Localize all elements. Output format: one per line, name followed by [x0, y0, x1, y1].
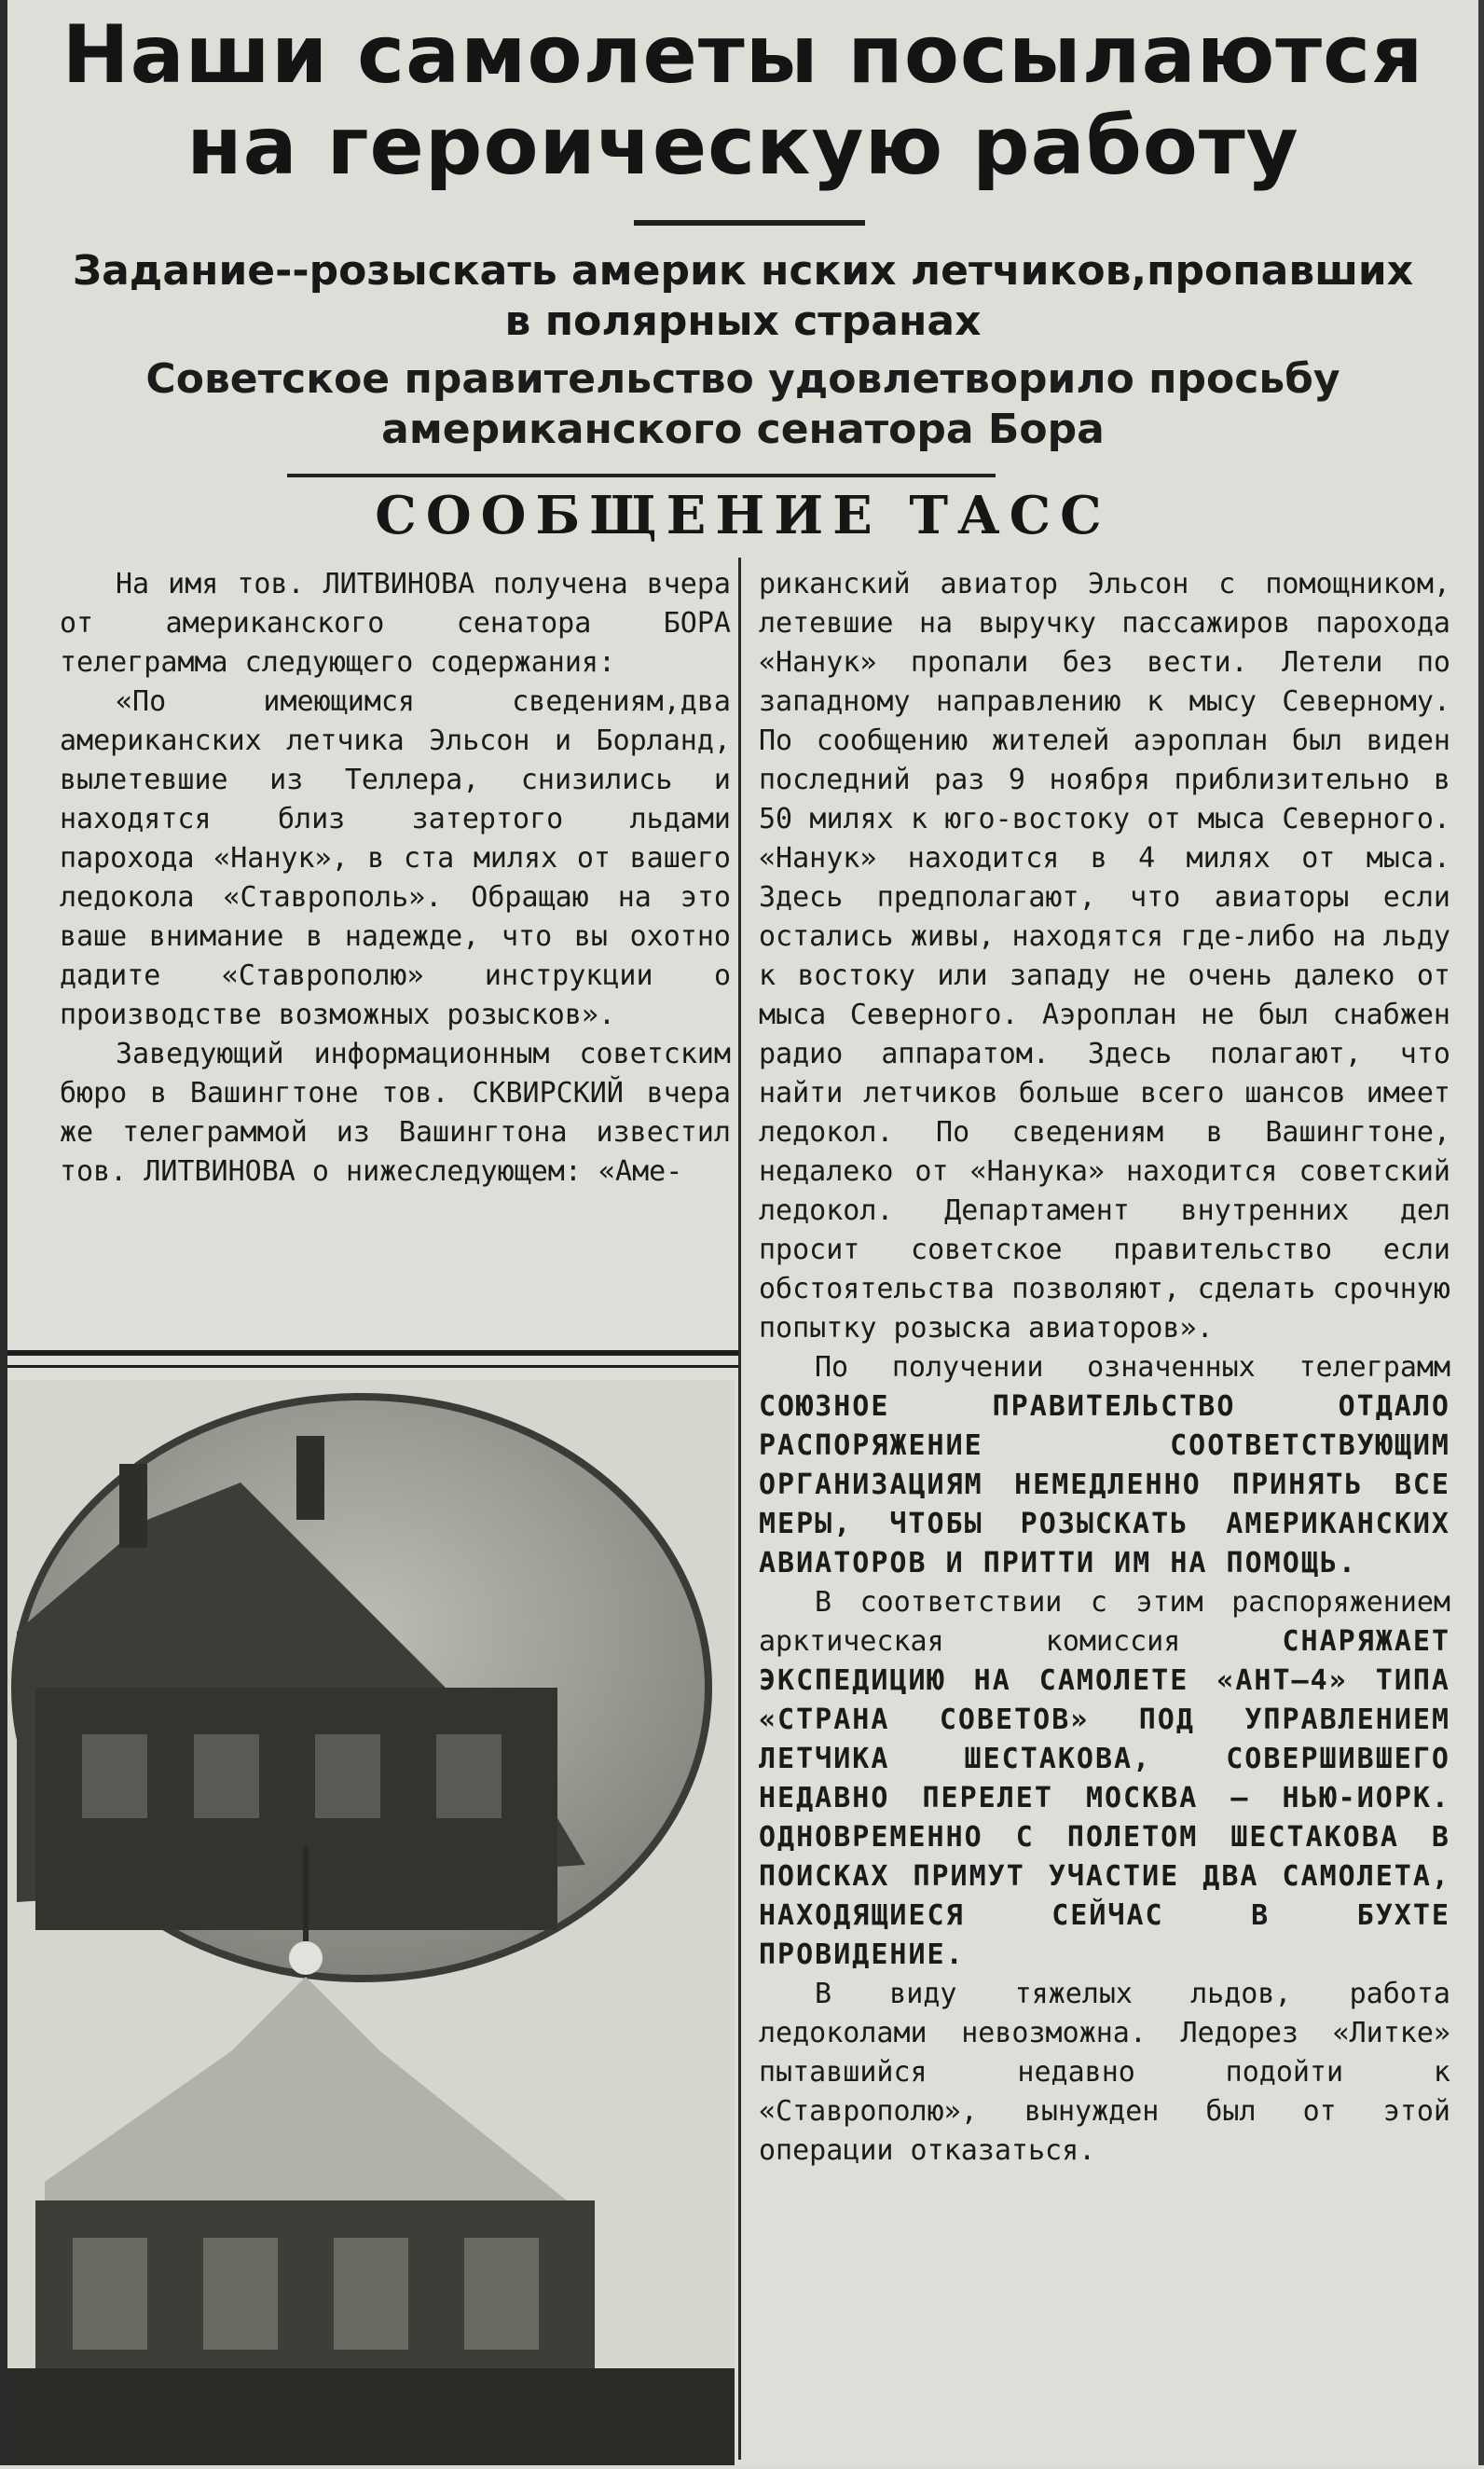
- headline-divider: [634, 220, 865, 226]
- right-paragraph-3-lead: В соответствии с этим распоряжением арктическая комиссия: [759, 1586, 1450, 1658]
- left-paragraph-2: «По имеющимся сведениям,два американских летчика Эльсон и Борланд, вылетевшие из Теллера, снизились и находятся близ затертого льдами парохода «Нанук», в ста милях от вашего ледокола «Ставрополь». Обращаю на это ваше внимание в надежде, что вы охотно дадите «Ставрополю» инструкции о производстве возможных розысков».: [60, 685, 731, 1031]
- photo-top-rule: [7, 1350, 738, 1356]
- right-paragraph-2-caps: СОЮЗНОЕ ПРАВИТЕЛЬСТВО ОТДАЛО РАСПОРЯЖЕНИЕ СООТВЕТСТВУЮЩИМ ОРГАНИЗАЦИЯМ НЕМЕДЛЕННО ПРИНЯТЬ ВСЕ МЕРЫ, ЧТОБЫ РОЗЫСКАТЬ АМЕРИКАНСКИХ АВИАТОРОВ И ПРИТТИ ИМ НА ПОМОЩЬ.: [759, 1390, 1450, 1579]
- subheadline-line-1: Задание--розыскать америк нских летчиков,пропавших: [72, 247, 1414, 295]
- subheadline-line-2: в полярных странах: [504, 297, 982, 345]
- right-paragraph-2-lead: По получении означенных телеграмм: [815, 1351, 1450, 1384]
- subheadline-2-line-2: американского сенатора Бора: [381, 406, 1105, 453]
- left-paragraph-1: На имя тов. ЛИТВИНОВА получена вчера от американского сенатора БОРА телеграмма следующего содержания:: [60, 568, 731, 679]
- right-column: [759, 565, 1450, 2171]
- subheadline-2-line-1: Советское правительство удовлетворило просьбу: [145, 355, 1340, 403]
- right-paragraph-3-caps: СНАРЯЖАЕТ ЭКСПЕДИЦИЮ НА САМОЛЕТЕ «АНТ—4» ТИПА «СТРАНА СОВЕТОВ» ПОД УПРАВЛЕНИЕМ ЛЕТЧИКА ШЕСТАКОВА, СОВЕРШИВШЕГО НЕДАВНО ПЕРЕЛЕТ МОСКВА — НЬЮ-ИОРК. ОДНОВРЕМЕННО С ПОЛЕТОМ ШЕСТАКОВА В ПОИСКАХ ПРИМУТ УЧАСТИЕ ДВА САМОЛЕТА, НАХОДЯЩИЕСЯ СЕЙЧАС В БУХТЕ ПРОВИДЕНИЕ.: [759, 1625, 1451, 1971]
- right-paragraph-4: В виду тяжелых льдов, работа ледоколами невозможна. Ледорез «Литке» пытавшийся недавно подойти к «Ставрополю», вынужден был от этой операции отказаться.: [759, 1978, 1450, 2167]
- photo-top-rule-thin: [7, 1365, 738, 1368]
- section-divider: [287, 474, 996, 477]
- subheadline: [17, 246, 1469, 347]
- left-column: [60, 565, 731, 1192]
- right-paragraph-3: [759, 1583, 1450, 1975]
- section-title: СООБЩЕНИЕ ТАСС: [375, 485, 1111, 546]
- right-paragraph-2: [759, 1348, 1450, 1583]
- headline: [35, 9, 1450, 192]
- subheadline-2: [17, 354, 1469, 455]
- left-paragraph-3: Заведующий информационным советским бюро в Вашингтоне тов. СКВИРСКИЙ вчера же телеграммой из Вашингтона известил тов. ЛИТВИНОВА о нижеследующем: «Аме-: [60, 1038, 731, 1188]
- photograph: [7, 1380, 735, 2465]
- headline-line-1: Наши самолеты посылаются: [62, 8, 1424, 102]
- photograph-image: [7, 1380, 735, 2465]
- column-divider: [738, 558, 741, 2460]
- right-paragraph-1: риканский авиатор Эльсон с помощником, летевшие на выручку пассажиров парохода «Нанук» пропали без вести. Летели по западному направлению к мысу Северному. По сообщению жителей аэроплан был виден последний раз 9 ноября приблизительно в 50 милях к юго-востоку от мыса Северного. «Нанук» находится в 4 милях от мыса. Здесь предполагают, что авиаторы если остались живы, находятся где-либо на льду к востоку или западу не очень далеко от мыса Северного. Аэроплан не был снабжен радио аппаратом. Здесь полагают, что найти летчиков больше всего шансов имеет ледокол. По сведениям в Вашингтоне, недалеко от «Нанука» находится советский ледокол. Департамент внутренних дел просит советское правительство если обстоятельства позволяют, сделать срочную попытку розыска авиаторов».: [759, 568, 1450, 1345]
- headline-line-2: на героическую работу: [186, 100, 1299, 193]
